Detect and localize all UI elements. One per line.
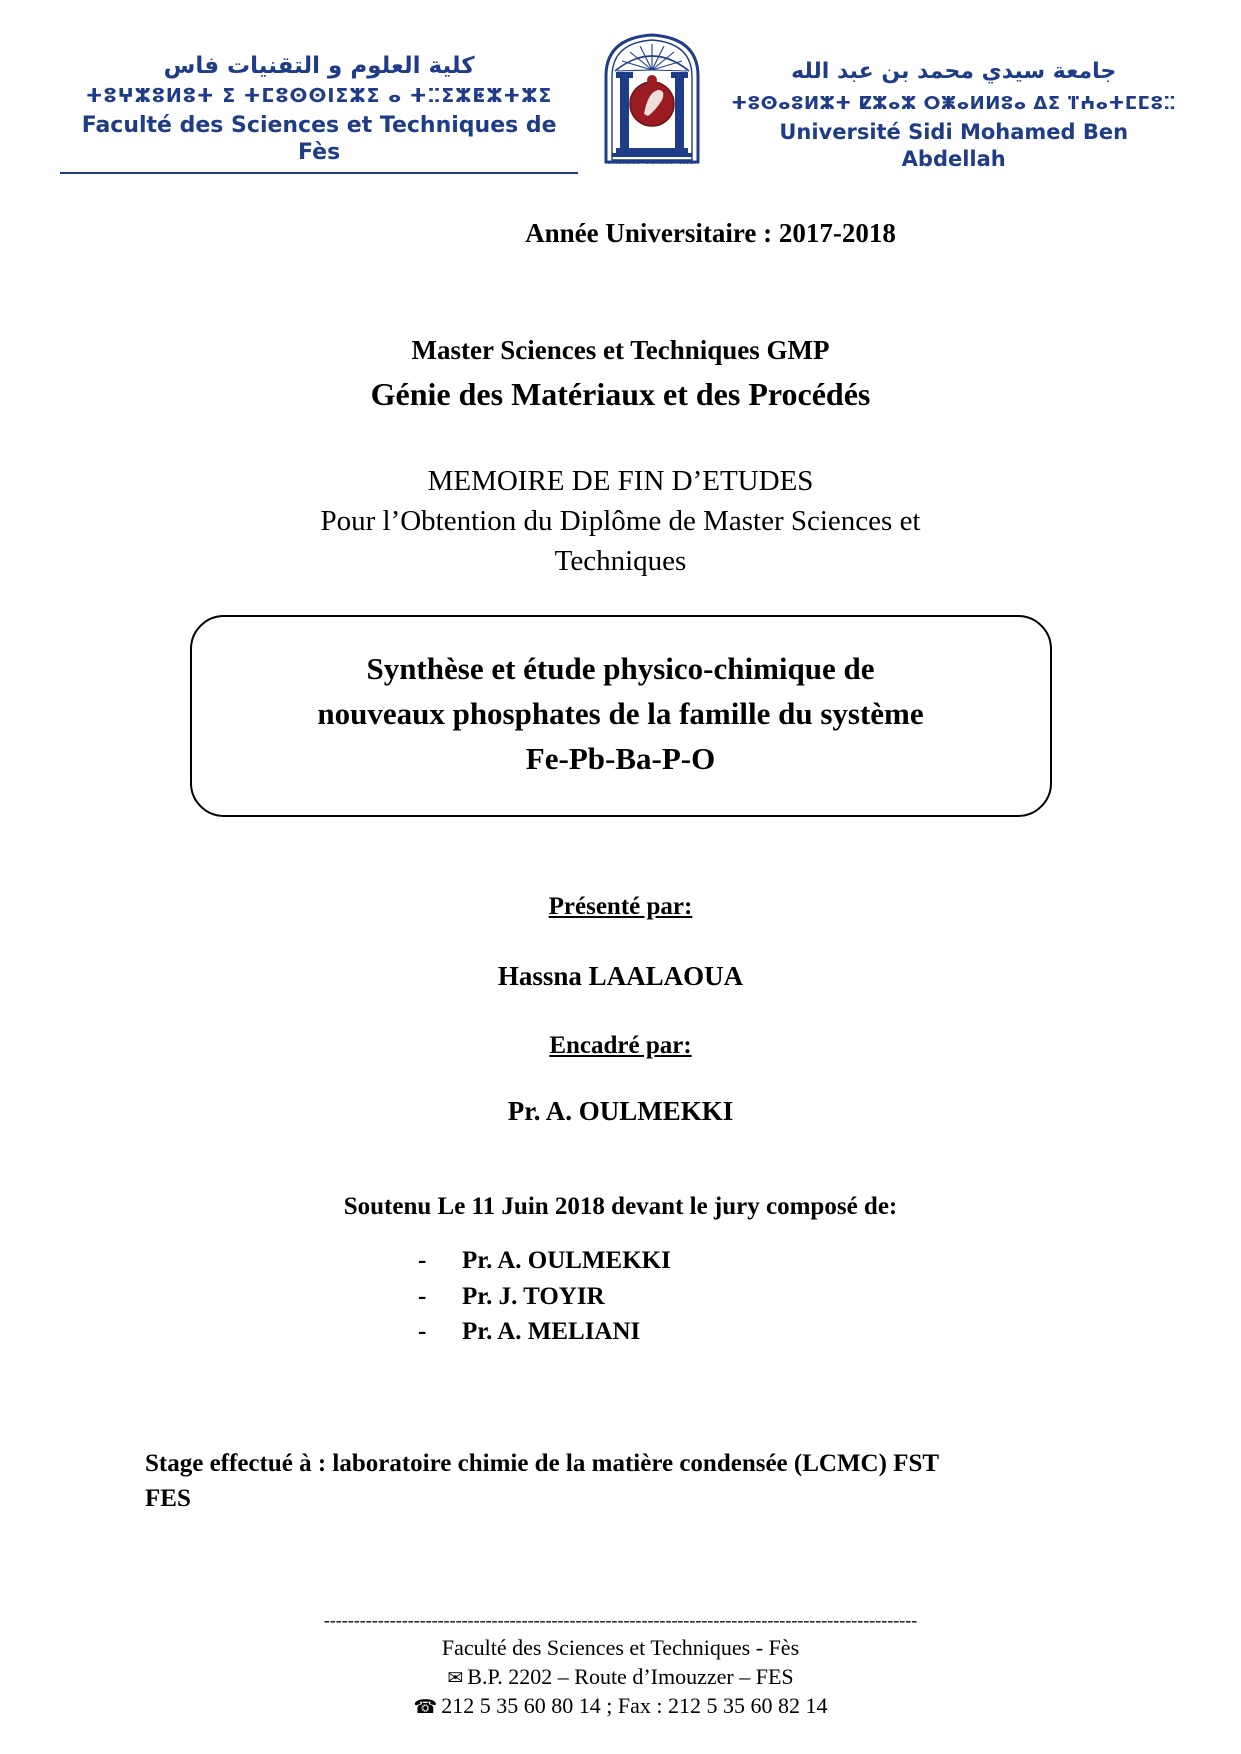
author-name: Hassna LAALAOUA: [497, 961, 744, 992]
document-type-line2: Pour l’Obtention du Diplôme de Master Sciences et: [320, 504, 921, 537]
program-specialty: Génie des Matériaux et des Procédés: [370, 375, 871, 412]
university-name-tifinagh: ⵜⵓⵙⴰⵓⵍⵣⵜ ⵇⵣⴰⵣ ⵔⵥⴰⵍⵍⵓⴰ ⵠⵉ ⴶⵄⴰⵜⵎⵎⵓⵆ: [731, 92, 1177, 114]
thesis-title-line2: nouveaux phosphates de la famille du système: [317, 695, 924, 731]
usmba-seal-icon: [600, 30, 704, 168]
thesis-title-line3: Fe-Pb-Ba-P-O: [525, 740, 716, 776]
document-type-line1: MEMOIRE DE FIN D’ETUDES: [427, 464, 814, 497]
jury-bullet: -: [418, 1247, 427, 1275]
faculty-name-arabic: كلية العلوم و التقنيات فاس: [163, 53, 475, 79]
university-name-french: Université Sidi Mohamed Ben Abdellah: [779, 119, 1129, 172]
svg-text:Université Sidi Mohamed Ben Ab: Université Sidi Mohamed Ben Abdellah: [607, 161, 697, 166]
footer-phone-row: [0, 1691, 1241, 1720]
thesis-title-line1: Synthèse et étude physico-chimique de: [366, 650, 875, 686]
footer-separator: ---------------------------------------------------------------------------------------------------: [323, 1609, 918, 1630]
telephone-icon: ☎: [413, 1696, 438, 1718]
jury-member-name: Pr. A. MELIANI: [462, 1318, 641, 1346]
document-type-line3: Techniques: [554, 544, 687, 577]
supervisor-label: Encadré par:: [549, 1032, 692, 1060]
internship-info: [0, 1446, 1241, 1516]
university-name-arabic: جامعة سيدي محمد بن عبد الله: [791, 59, 1117, 84]
internship-line1: Stage effectué à : laboratoire chimie de la matière condensée (LCMC) FST: [145, 1449, 940, 1477]
jury-bullet: -: [418, 1282, 427, 1310]
jury-member: [418, 1243, 1241, 1279]
footer-address-row: [0, 1662, 1241, 1691]
page-header: [0, 0, 1241, 174]
supervisor-name: Pr. A. OULMEKKI: [507, 1096, 734, 1127]
faculty-name-french: Faculté des Sciences et Techniques de Fès: [60, 112, 578, 174]
thesis-title-box: [190, 615, 1052, 818]
page-footer: [0, 1610, 1241, 1720]
university-identity-block: [726, 26, 1181, 174]
jury-member: [418, 1314, 1241, 1350]
defense-line: Soutenu Le 11 Juin 2018 devant le jury composé de:: [343, 1193, 898, 1221]
program-master-line: Master Sciences et Techniques GMP: [411, 334, 830, 365]
academic-year: Année Universitaire : 2017-2018: [525, 217, 896, 248]
jury-member-name: Pr. A. OULMEKKI: [462, 1247, 671, 1275]
envelope-icon: ✉: [447, 1667, 464, 1689]
jury-member: [418, 1279, 1241, 1315]
jury-list: [0, 1243, 1241, 1350]
footer-institution: Faculté des Sciences et Techniques - Fès: [441, 1634, 800, 1660]
footer-phone: 212 5 35 60 80 14 ; Fax : 212 5 35 60 82 14: [441, 1692, 828, 1718]
faculty-name-tifinagh: ⵜⵓⵖⵣⵓⵍⵓⵜ ⵉ ⵜⵎⵓⵙⵙⵏⵉⵣⵉ ⴰ ⵜⵆⵉⵣⵟⵣⵜⵣⵉ: [85, 84, 553, 107]
jury-member-name: Pr. J. TOYIR: [462, 1282, 605, 1310]
logo-container: [578, 26, 726, 168]
footer-address: B.P. 2202 – Route d’Imouzzer – FES: [467, 1663, 794, 1689]
internship-line2: FES: [145, 1484, 191, 1512]
author-label: Présenté par:: [548, 893, 693, 921]
jury-bullet: -: [418, 1318, 427, 1346]
faculty-identity-block: [60, 26, 578, 174]
